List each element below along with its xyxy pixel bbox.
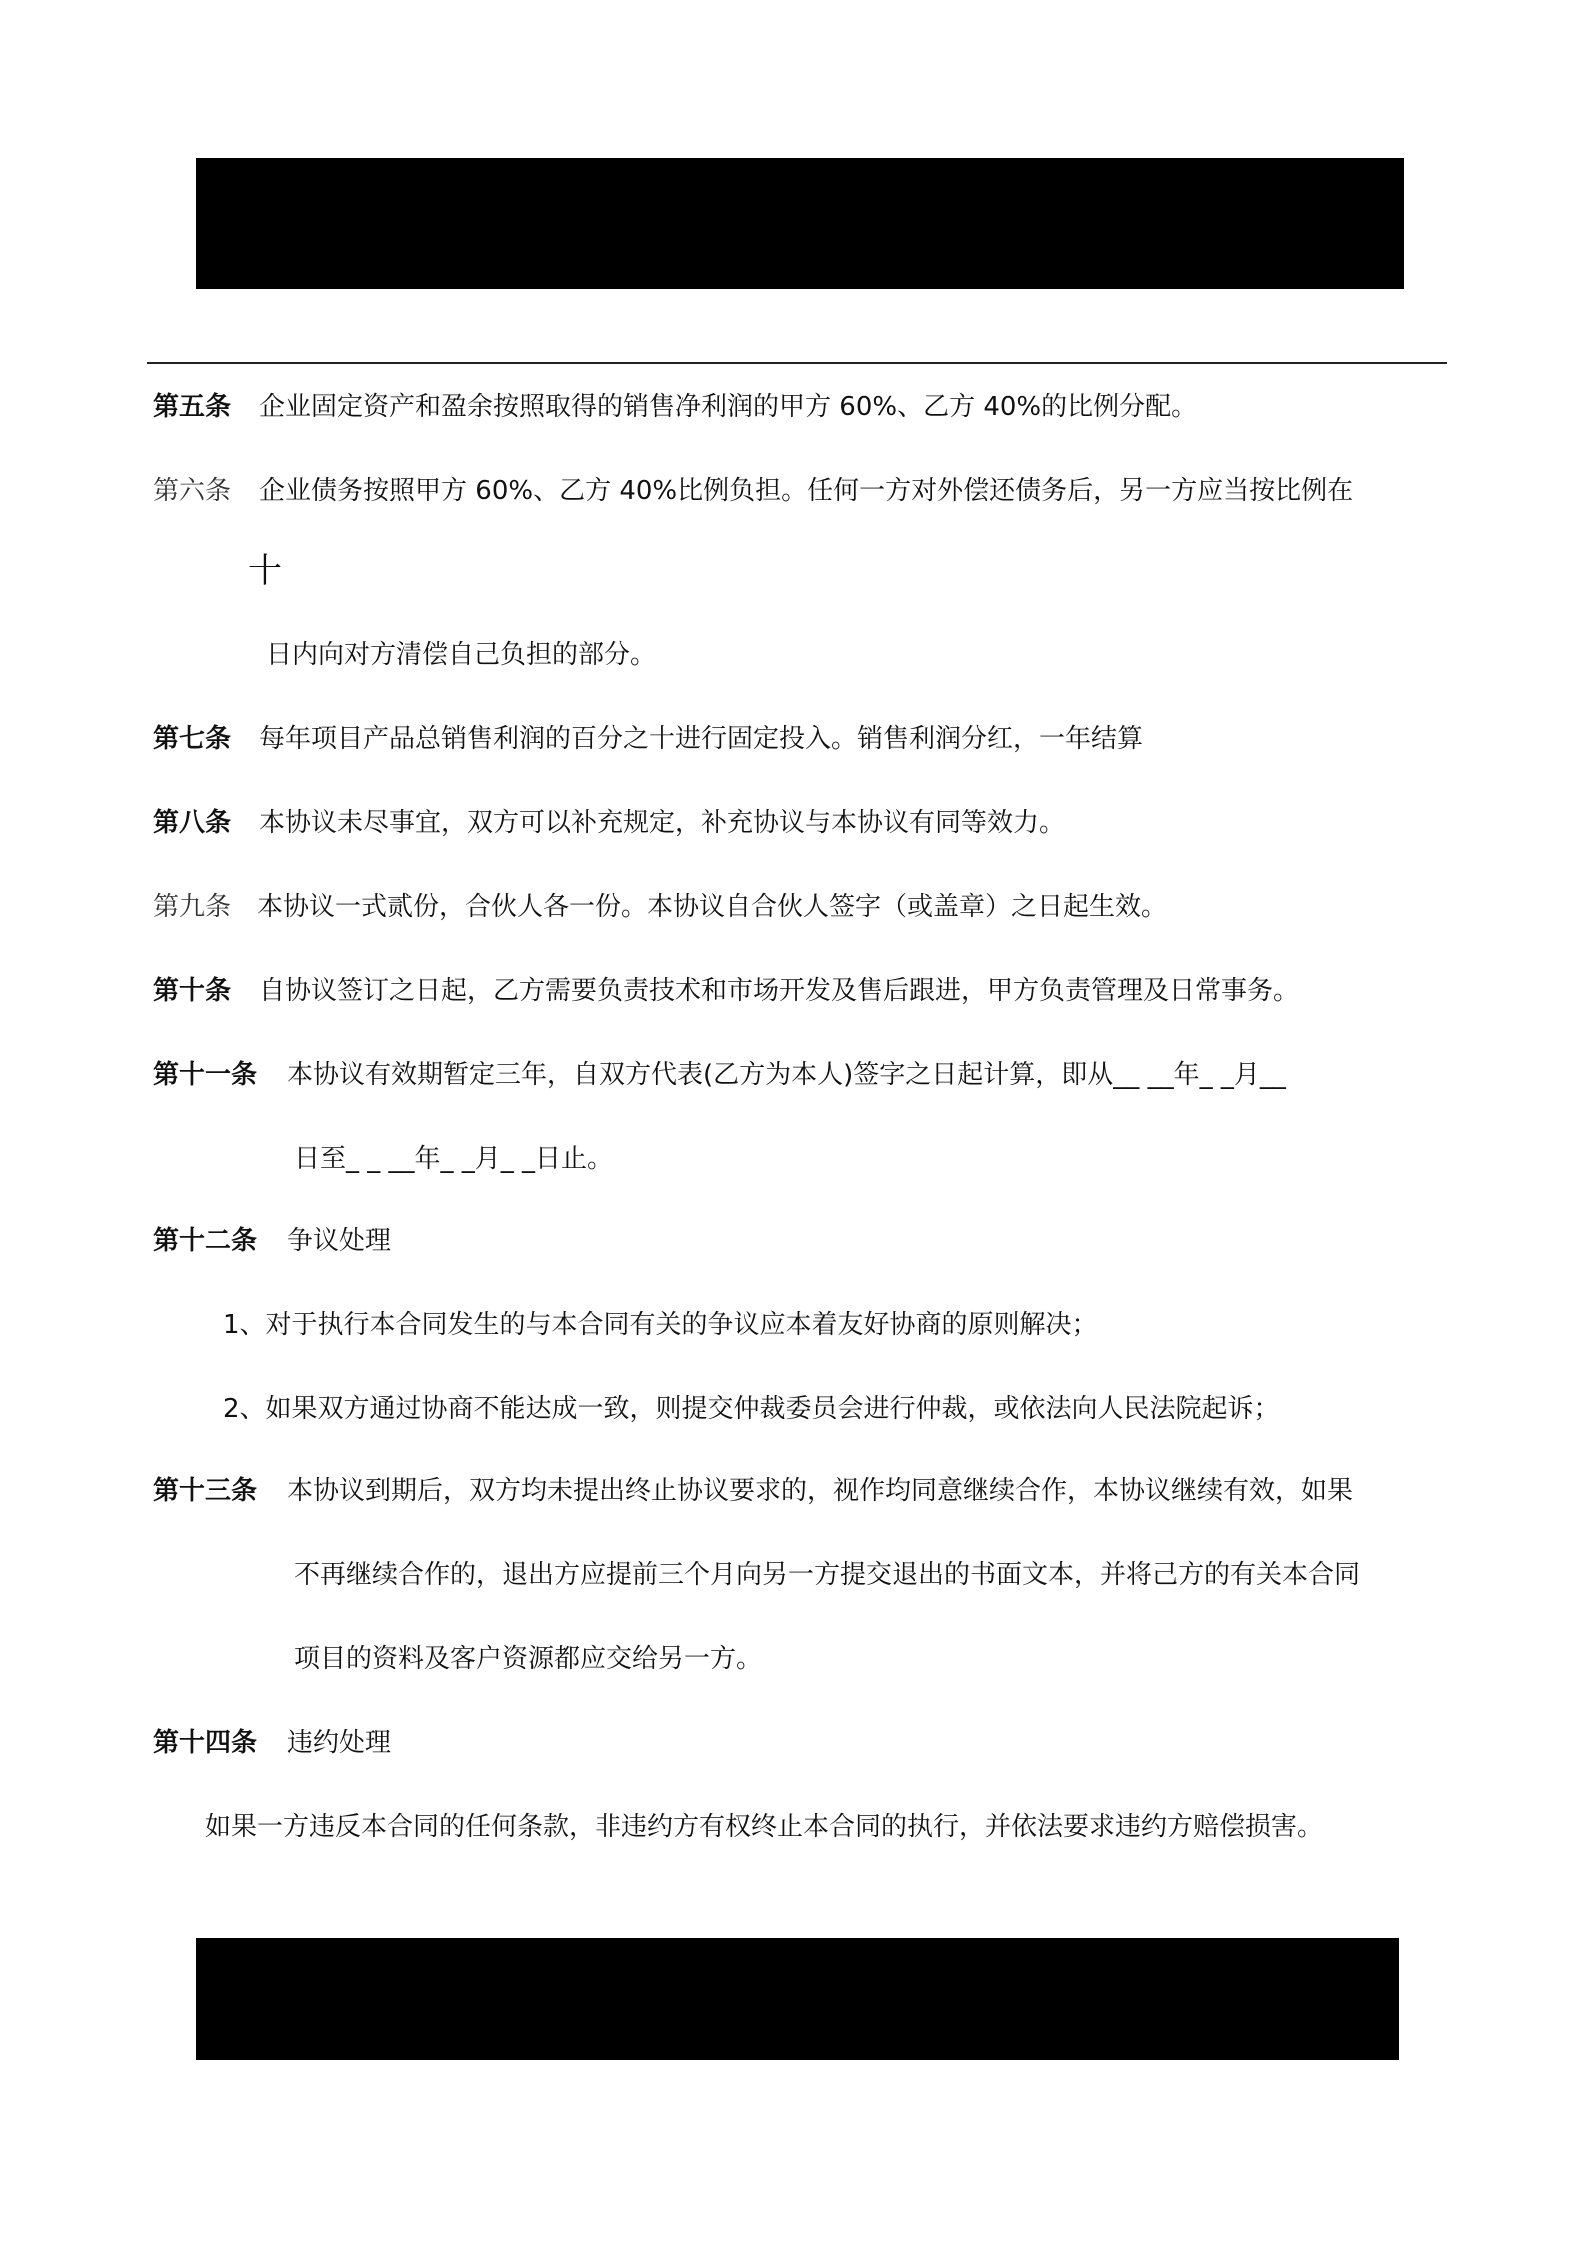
article-7 bbox=[153, 722, 1143, 756]
article-10 bbox=[153, 974, 1299, 1008]
article-8 bbox=[153, 806, 1065, 840]
article-13-line-1: 本协议到期后，双方均未提出终止协议要求的，视作均同意继续合作，本协议继续有效，如果 bbox=[287, 1476, 1354, 1506]
article-9-text: 本协议一式贰份，合伙人各一份。本协议自合伙人签字（或盖章）之日起生效。 bbox=[257, 892, 1168, 922]
article-7-text: 每年项目产品总销售利润的百分之十进行固定投入。销售利润分红，一年结算 bbox=[259, 724, 1144, 754]
header-divider bbox=[147, 362, 1447, 364]
article-13-label: 第十三条 bbox=[153, 1476, 258, 1506]
article-12-label: 第十二条 bbox=[153, 1226, 258, 1256]
article-11-text: 本协议有效期暂定三年，自双方代表(乙方为本人)签字之日起计算，即从__ __年_ _月__ bbox=[287, 1060, 1286, 1090]
article-8-text: 本协议未尽事宜，双方可以补充规定，补充协议与本协议有同等效力。 bbox=[259, 808, 1066, 838]
article-14-label: 第十四条 bbox=[153, 1728, 258, 1758]
article-6-continuation: 日内向对方清偿自己负担的部分。 bbox=[266, 640, 657, 670]
article-10-label: 第十条 bbox=[153, 976, 232, 1006]
article-13-line-3: 项目的资料及客户资源都应交给另一方。 bbox=[294, 1644, 763, 1674]
article-11-label: 第十一条 bbox=[153, 1060, 258, 1090]
article-10-text: 自协议签订之日起，乙方需要负责技术和市场开发及售后跟进，甲方负责管理及日常事务。 bbox=[259, 976, 1300, 1006]
article-6-label: 第六条 bbox=[153, 476, 232, 506]
article-5-text: 企业固定资产和盈余按照取得的销售净利润的甲方 60%、乙方 40%的比例分配。 bbox=[259, 392, 1198, 422]
article-6-stray-char: 十 bbox=[248, 551, 282, 591]
article-6 bbox=[153, 474, 1353, 508]
article-9-label: 第九条 bbox=[153, 892, 232, 922]
article-13-line-2: 不再继续合作的，退出方应提前三个月向另一方提交退出的书面文本，并将己方的有关本合同 bbox=[294, 1560, 1361, 1590]
redacted-header-block bbox=[196, 158, 1404, 289]
article-8-label: 第八条 bbox=[153, 808, 232, 838]
article-9 bbox=[153, 890, 1167, 924]
redacted-footer-block bbox=[196, 1938, 1399, 2060]
article-5-label: 第五条 bbox=[153, 392, 232, 422]
article-12-title: 争议处理 bbox=[287, 1226, 392, 1256]
article-5 bbox=[153, 390, 1197, 424]
article-6-text: 企业债务按照甲方 60%、乙方 40%比例负担。任何一方对外偿还债务后，另一方应当按比例在 bbox=[259, 476, 1354, 506]
article-12 bbox=[153, 1224, 391, 1258]
article-14 bbox=[153, 1726, 391, 1760]
article-12-item-1: 1、对于执行本合同发生的与本合同有关的争议应本着友好协商的原则解决； bbox=[223, 1310, 1098, 1340]
article-12-item-2: 2、如果双方通过协商不能达成一致，则提交仲裁委员会进行仲裁，或依法向人民法院起诉； bbox=[223, 1394, 1280, 1424]
article-11 bbox=[153, 1058, 1286, 1092]
article-14-text: 如果一方违反本合同的任何条款，非违约方有权终止本合同的执行，并依法要求违约方赔偿损害。 bbox=[205, 1812, 1324, 1842]
article-13 bbox=[153, 1474, 1353, 1508]
article-11-continuation: 日至_ _ __年_ _月_ _日止。 bbox=[294, 1144, 614, 1174]
article-7-label: 第七条 bbox=[153, 724, 232, 754]
article-14-title: 违约处理 bbox=[287, 1728, 392, 1758]
